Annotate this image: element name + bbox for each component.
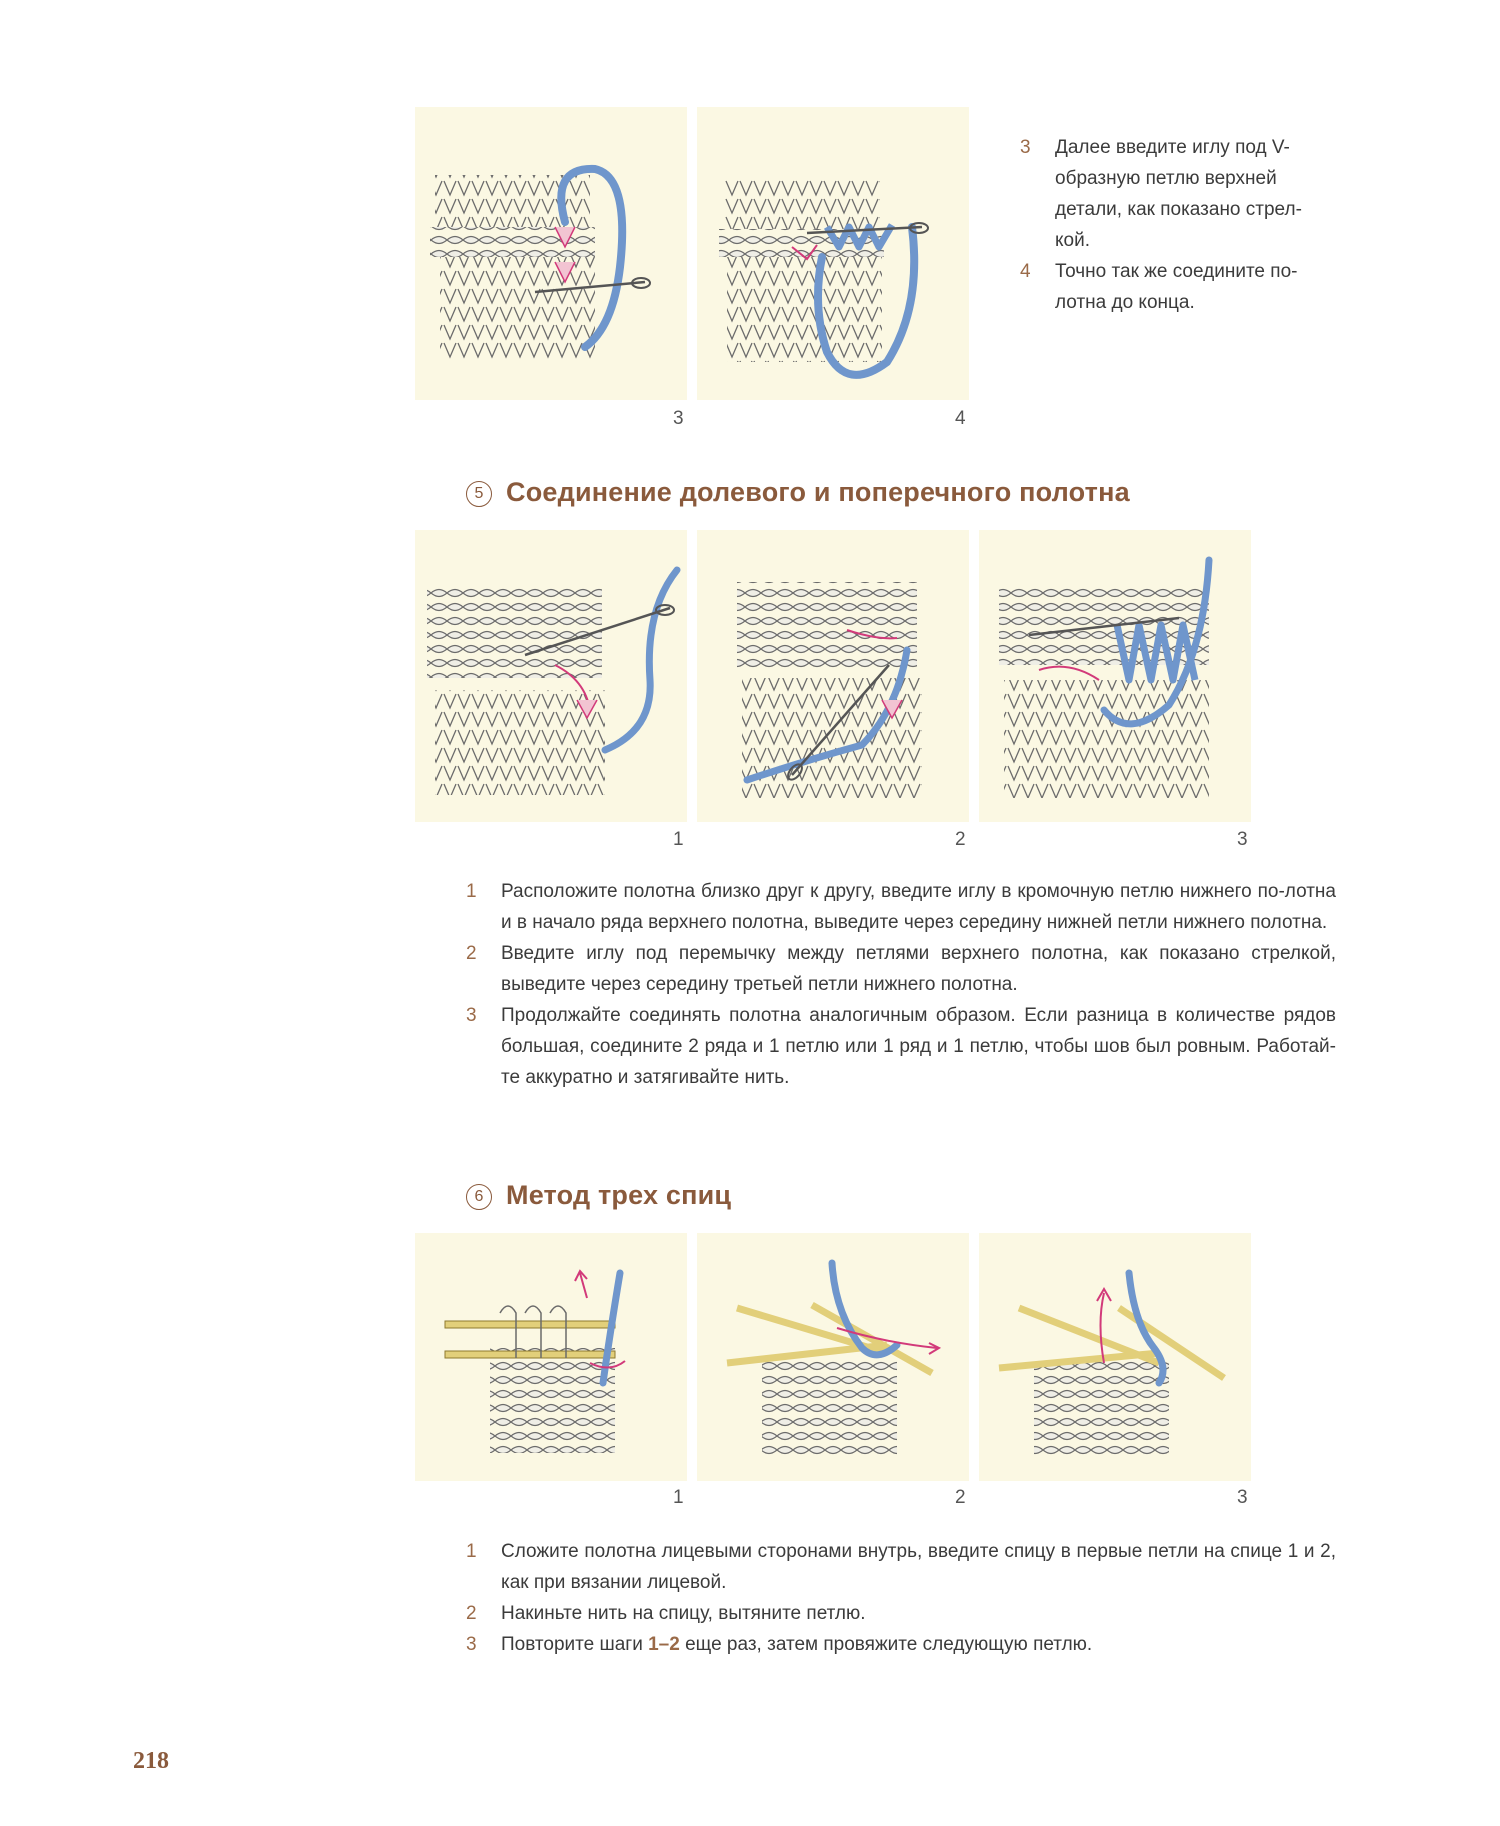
figure-number: 2 <box>955 1487 966 1508</box>
figure-number: 3 <box>1237 1487 1248 1508</box>
figure-panel-s6-2 <box>697 1233 969 1481</box>
section-heading <box>466 1180 731 1211</box>
step-text: Повторите шаги <box>501 1634 649 1655</box>
figure-panel-top-3 <box>415 107 687 400</box>
step-text: Сложите полотна лицевыми сторонами внутрь, введите спицу в первые петли на спице 1 и 2, как при вязании лицевой. <box>501 1541 1336 1593</box>
step-text: Продолжайте соединять полотна аналогичным образом. Если разница в количестве рядов большая, соедините 2 ряда и 1 петлю или 1 ряд и 1 петлю, чтобы шов был ровным. Работай-те аккуратно и затягивайте нить. <box>501 1005 1336 1088</box>
figure-panel-s5-3 <box>979 530 1251 822</box>
step <box>1020 256 1320 318</box>
step-text: Расположите полотна близко друг к другу, введите иглу в кромочную петлю нижнего по-лотна и в начало ряда верхнего полотна, выведите через середину нижней петли нижнего полотна. <box>501 881 1336 933</box>
step <box>466 1629 1336 1660</box>
figure-panel-s6-1 <box>415 1233 687 1481</box>
step <box>466 1536 1336 1598</box>
needle-illustration <box>979 1233 1251 1481</box>
step <box>466 876 1336 938</box>
section-marker: 5 <box>466 481 492 507</box>
figure-panel-top-4 <box>697 107 969 400</box>
step-number: 3 <box>466 1005 477 1026</box>
stitch-illustration <box>697 107 969 400</box>
step-number: 1 <box>466 881 477 902</box>
figure-number: 3 <box>1237 829 1248 850</box>
section-heading <box>466 477 1130 508</box>
step-text: Введите иглу под перемычку между петлями верхнего полотна, как показано стрелкой, выведите через середину третьей петли нижнего полотна. <box>501 943 1336 995</box>
needle-illustration <box>697 1233 969 1481</box>
page-number: 218 <box>133 1748 169 1774</box>
section-title: Метод трех спиц <box>506 1180 732 1210</box>
step <box>466 1598 1336 1629</box>
step-text: Точно так же соедините по-лотна до конца. <box>1055 261 1298 313</box>
stitch-illustration <box>979 530 1251 822</box>
stitch-illustration <box>415 530 687 822</box>
figure-panel-s6-3 <box>979 1233 1251 1481</box>
stitch-illustration <box>697 530 969 822</box>
step-number: 1 <box>466 1541 477 1562</box>
figure-panel-s5-1 <box>415 530 687 822</box>
step-number: 2 <box>466 943 477 964</box>
step-number: 3 <box>466 1634 477 1655</box>
figure-number: 1 <box>673 829 684 850</box>
needle-illustration <box>415 1233 687 1481</box>
section-title: Соединение долевого и поперечного полотна <box>506 477 1130 507</box>
figure-panel-s5-2 <box>697 530 969 822</box>
figure-number: 3 <box>673 408 684 429</box>
steps-list-s5 <box>466 876 1336 1093</box>
section-marker: 6 <box>466 1184 492 1210</box>
step <box>466 938 1336 1000</box>
step <box>466 1000 1336 1093</box>
steps-list-top <box>1020 132 1320 318</box>
figure-number: 1 <box>673 1487 684 1508</box>
steps-list-s6 <box>466 1536 1336 1660</box>
step-text: Накиньте нить на спицу, вытяните петлю. <box>501 1603 866 1624</box>
step-number: 3 <box>1020 137 1031 158</box>
figure-number: 2 <box>955 829 966 850</box>
step <box>1020 132 1320 256</box>
step-text: еще раз, затем провяжите следующую петлю. <box>679 1634 1093 1655</box>
step-text: Далее введите иглу под V-образную петлю верхней детали, как показано стрел-кой. <box>1055 137 1302 251</box>
step-number: 2 <box>466 1603 477 1624</box>
step-ref: 1–2 <box>648 1634 680 1655</box>
stitch-illustration <box>415 107 687 400</box>
figure-number: 4 <box>955 408 966 429</box>
step-number: 4 <box>1020 261 1031 282</box>
